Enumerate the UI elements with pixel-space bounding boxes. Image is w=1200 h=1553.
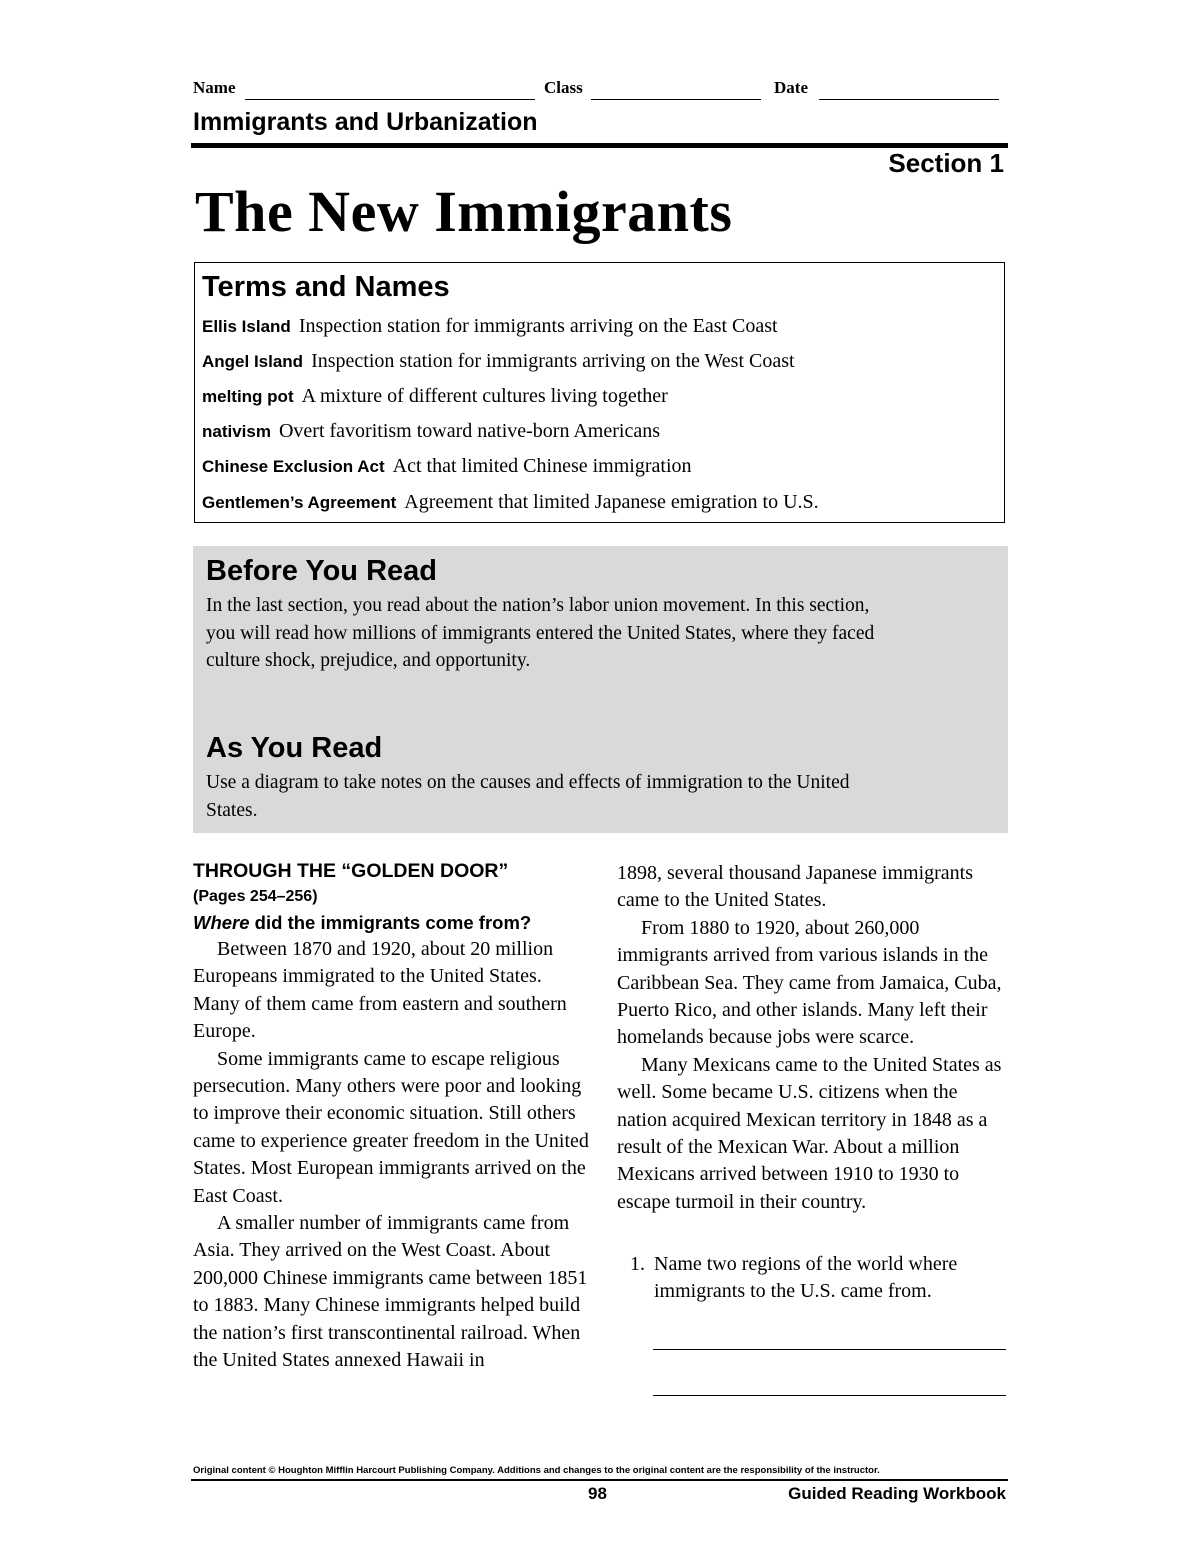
page-number: 98 [588, 1484, 607, 1503]
term-definition: Agreement that limited Japanese emigration to U.S. [404, 491, 819, 513]
copyright-notice: Original content © Houghton Mifflin Harcourt Publishing Company. Additions and changes to the original content are the responsibility of the instructor. [193, 1465, 880, 1476]
term-row [202, 491, 819, 514]
chapter-title: Immigrants and Urbanization [193, 108, 538, 136]
term-row [202, 420, 660, 443]
term-definition: Inspection station for immigrants arriving on the West Coast [311, 350, 795, 372]
term-name: melting pot [202, 387, 294, 406]
name-field[interactable] [245, 99, 535, 100]
footer-rule [191, 1479, 1008, 1481]
paragraph: From 1880 to 1920, about 260,000 immigrants arrived from various islands in the Caribbean Sea. They came from Jamaica, Cuba, Puerto Rico, and other islands. Many left their homelands because jobs were scarce. [617, 916, 1002, 1049]
term-definition: A mixture of different cultures living together [301, 385, 668, 407]
paragraph: Some immigrants came to escape religious persecution. Many others were poor and looking to improve their economic situation. Still others came to experience greater freedom in the United States. Most European immigrants arrived on the East Coast. [193, 1047, 589, 1207]
workbook-title: Guided Reading Workbook [788, 1484, 1006, 1503]
student-info-row [193, 78, 1005, 104]
term-name: Ellis Island [202, 317, 291, 336]
answer-line[interactable] [653, 1395, 1006, 1396]
term-row [202, 385, 668, 408]
term-row [202, 455, 692, 478]
header-rule [191, 143, 1008, 148]
term-definition: Act that limited Chinese immigration [392, 455, 692, 477]
terms-heading: Terms and Names [202, 271, 450, 303]
term-name: Angel Island [202, 352, 304, 371]
guiding-question-rest: did the immigrants come from? [249, 912, 532, 933]
before-you-read-heading: Before You Read [206, 555, 437, 587]
date-label: Date [774, 78, 808, 97]
terms-and-names-box [194, 262, 1005, 523]
question-text: Name two regions of the world where immigrants to the U.S. came from. [654, 1253, 958, 1303]
guiding-question [193, 910, 591, 936]
section-label: Section 1 [888, 148, 1004, 178]
paragraph: A smaller number of immigrants came from Asia. They arrived on the West Coast. About 200,000 Chinese immigrants came between 1851 to 1883. Many Chinese immigrants helped build the nation’s first transcontinental railroad. When the United States annexed Hawaii in [193, 1212, 588, 1372]
term-name: Gentlemen’s Agreement [202, 493, 397, 512]
left-column [193, 858, 591, 1375]
reading-intro-box [193, 546, 1008, 833]
article-heading: THROUGH THE “GOLDEN DOOR” [193, 860, 509, 882]
paragraph: Between 1870 and 1920, about 20 million Europeans immigrated to the United States. Many of them came from eastern and southern Europe. [193, 938, 567, 1043]
class-field[interactable] [591, 99, 761, 100]
term-name: Chinese Exclusion Act [202, 457, 385, 476]
date-field[interactable] [819, 99, 999, 100]
as-you-read-text: Use a diagram to take notes on the causes and effects of immigration to the United States. [206, 772, 850, 821]
name-label: Name [193, 78, 236, 97]
question-number: 1. [630, 1253, 645, 1275]
article-pages: (Pages 254–256) [193, 888, 318, 905]
term-row [202, 350, 795, 373]
page-title: The New Immigrants [195, 179, 733, 244]
term-name: nativism [202, 422, 271, 441]
as-you-read-heading: As You Read [206, 732, 383, 764]
paragraph: 1898, several thousand Japanese immigrants came to the United States. [617, 862, 974, 912]
answer-line[interactable] [653, 1349, 1006, 1350]
before-you-read-text: In the last section, you read about the nation’s labor union movement. In this section, you will read how millions of immigrants entered the United States, where they faced culture shock, prejudice, and opportunity. [206, 595, 875, 671]
term-row [202, 315, 778, 338]
term-definition: Overt favoritism toward native-born Americans [278, 420, 660, 442]
term-definition: Inspection station for immigrants arriving on the East Coast [298, 315, 778, 337]
paragraph: Many Mexicans came to the United States as well. Some became U.S. citizens when the nation acquired Mexican territory in 1848 as a result of the Mexican War. About a million Mexicans arrived between 1910 to 1930 to escape turmoil in their country. [617, 1053, 1002, 1213]
right-column [617, 860, 1009, 1216]
guiding-question-lead: Where [193, 912, 250, 933]
class-label: Class [544, 78, 583, 97]
